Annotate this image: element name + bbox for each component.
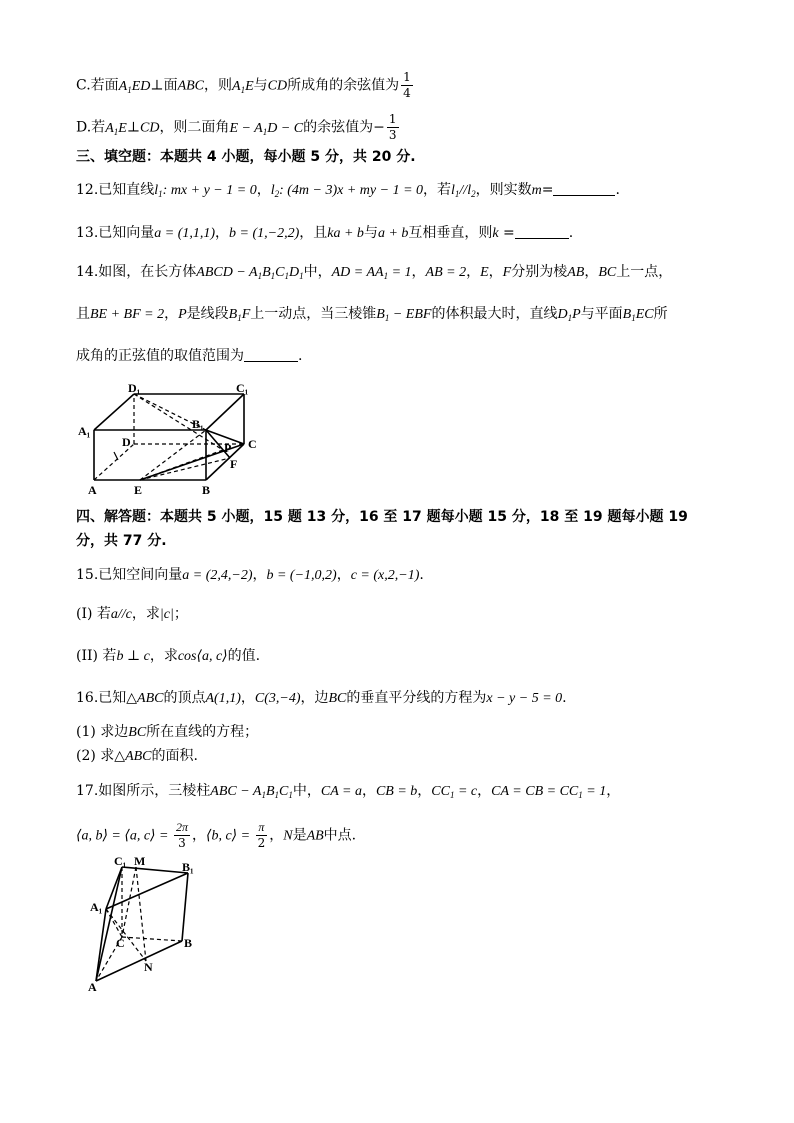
question-16: 16.已知△ABC的顶点A(1,1)，C(3,−4)，边BC的垂直平分线的方程为x − y − 5 = 0. — [76, 690, 567, 706]
question-16-part-2: (2) 求△ABC的面积. — [76, 748, 198, 764]
section-4-title-line-1: 四、解答题：本题共 5 小题，15 题 13 分，16 至 17 题每小题 15 分，18 至 19 题每小题 19 — [76, 509, 688, 525]
section-4-title-line-2: 分，共 77 分. — [76, 533, 167, 549]
question-14-line-1: 14.如图，在长方体ABCD − $A_1B_1C_1D_1$中，AD = $AA_1 = 1$，AB = 2，E，F分别为棱AB，BC上一点， — [76, 264, 673, 281]
answer-blank — [244, 347, 298, 362]
label-c1: C₁ — [236, 381, 249, 395]
fraction: $\frac{\pi}{2}$ — [257, 820, 266, 850]
question-14-line-2: 且BE + BF = 2，P是线段$B_1F$上一动点，当三棱锥$B_1$ − EBF的体积最大时，直线$D_1P$与平面$B_1EC$所 — [76, 306, 668, 323]
label-m: M — [134, 855, 146, 868]
label-b: B — [202, 483, 211, 497]
question-17-line-1: 17.如图所示，三棱柱ABC − $A_1B_1C_1$中，CA = a，CB = b，$CC_1 = c$，CA = CB = $CC_1 = 1$， — [76, 783, 621, 800]
label-d: D — [122, 435, 131, 449]
label-a: A — [88, 483, 97, 497]
cuboid-figure — [78, 380, 278, 498]
label-d1: D₁ — [128, 381, 141, 395]
answer-blank — [515, 224, 569, 239]
label-b: B — [184, 936, 193, 950]
section-3-title: 三、填空题：本题共 4 小题，每小题 5 分，共 20 分. — [76, 149, 416, 165]
question-15-part-2: (II) 若b ⊥ c，求cos⟨a, c⟩的值. — [76, 648, 261, 664]
label-c: C — [248, 437, 257, 451]
label-a: A — [88, 980, 97, 994]
question-15-part-1: (I) 若a//c，求|c|； — [76, 606, 188, 622]
label-b1: B₁ — [182, 860, 194, 874]
fraction: $\frac{1}{3}$ — [388, 112, 397, 142]
label-e: E — [134, 483, 143, 497]
label-a1: A₁ — [78, 424, 91, 438]
label-c1: C₁ — [114, 855, 127, 868]
question-17-line-2: ⟨a, b⟩ = ⟨a, c⟩ = $\frac{2\pi}{3}$ ，⟨b, c⟩ = $\frac{\pi}{2}$ ，N是AB中点. — [76, 820, 357, 850]
fraction: $\frac{2\pi}{3}$ — [175, 820, 188, 850]
question-16-part-1: (1) 求边BC所在直线的方程； — [76, 724, 259, 740]
prism-figure — [84, 855, 214, 995]
label-a1: A₁ — [90, 900, 103, 914]
tick-mark — [114, 452, 118, 460]
label-f: F — [230, 457, 238, 471]
q11-option-c: C.若面$A_1ED\perp$面ABC，则$A_1E$与CD所成角的余弦值为 $\frac{1}{4}$ — [76, 70, 411, 100]
label-n: N — [144, 960, 153, 974]
label-b1: B₁ — [192, 417, 204, 431]
question-12: 12.已知直线$l_1$: mx + y − 1 = 0，$l_2$: (4m − 3)x + my − 1 = 0，若$l_1//l_2$，则实数m= . — [76, 182, 620, 199]
question-14-line-3: 成角的正弦值的取值范围为 . — [76, 348, 303, 364]
question-13: 13.已知向量a = (1,1,1)，b = (1,−2,2)，且ka + b与a + b互相垂直，则k = . — [76, 225, 574, 241]
fraction: $\frac{1}{4}$ — [403, 70, 411, 100]
label-c: C — [116, 936, 125, 950]
answer-blank — [553, 181, 615, 196]
q11-option-d: D.若$A_1E\perp CD$，则二面角$E - A_1D - C$的余弦值为− $\frac{1}{3}$ — [76, 112, 397, 142]
question-15: 15.已知空间向量a = (2,4,−2)，b = (−1,0,2)，c = (x,2,−1). — [76, 567, 424, 583]
label-p: P — [224, 441, 232, 455]
